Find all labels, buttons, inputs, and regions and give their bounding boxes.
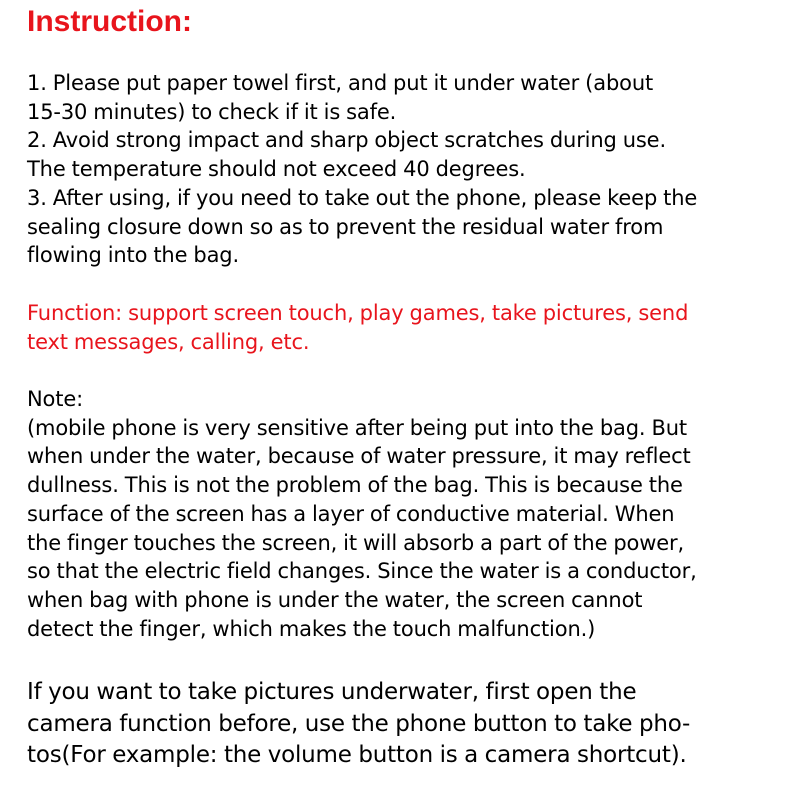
instruction-line: sealing closure down so as to prevent the residual water from [27,214,664,239]
tip-line: tos(For example: the volume button is a camera shortcut). [27,742,687,768]
instructions-list [27,69,787,270]
note-line: so that the electric field changes. Since the water is a conductor, [27,559,697,584]
instruction-line: 15-30 minutes) to check if it is safe. [27,99,397,124]
instruction-line: 3. After using, if you need to take out the phone, please keep the [27,185,698,210]
instruction-line: flowing into the bag. [27,243,239,268]
note-line: dullness. This is not the problem of the bag. This is because the [27,473,683,498]
underwater-photo-tip [27,677,787,772]
instruction-line: The temperature should not exceed 40 degrees. [27,157,526,182]
instruction-line: 1. Please put paper towel first, and put it under water (about [27,71,654,95]
note-line: when under the water, because of water pressure, it may reflect [27,444,691,469]
tip-line: camera function before, use the phone button to take pho- [27,710,691,737]
note-line: detect the finger, which makes the touch malfunction.) [27,616,596,641]
function-paragraph [27,299,787,356]
note-line: when bag with phone is under the water, the screen cannot [27,587,643,612]
note-heading: Note: [27,387,84,411]
instruction-line: 2. Avoid strong impact and sharp object scratches during use. [27,128,666,153]
note-paragraph [27,385,787,643]
note-line: surface of the screen has a layer of conductive material. When [27,501,675,526]
function-line: text messages, calling, etc. [27,329,310,354]
note-line: (mobile phone is very sensitive after being put into the bag. But [27,415,687,440]
note-line: the finger touches the screen, it will absorb a part of the power, [27,530,685,555]
tip-line: If you want to take pictures underwater, first open the [27,679,637,705]
function-line: Function: support screen touch, play games, take pictures, send [27,301,689,325]
page-title: Instruction: [27,5,192,38]
